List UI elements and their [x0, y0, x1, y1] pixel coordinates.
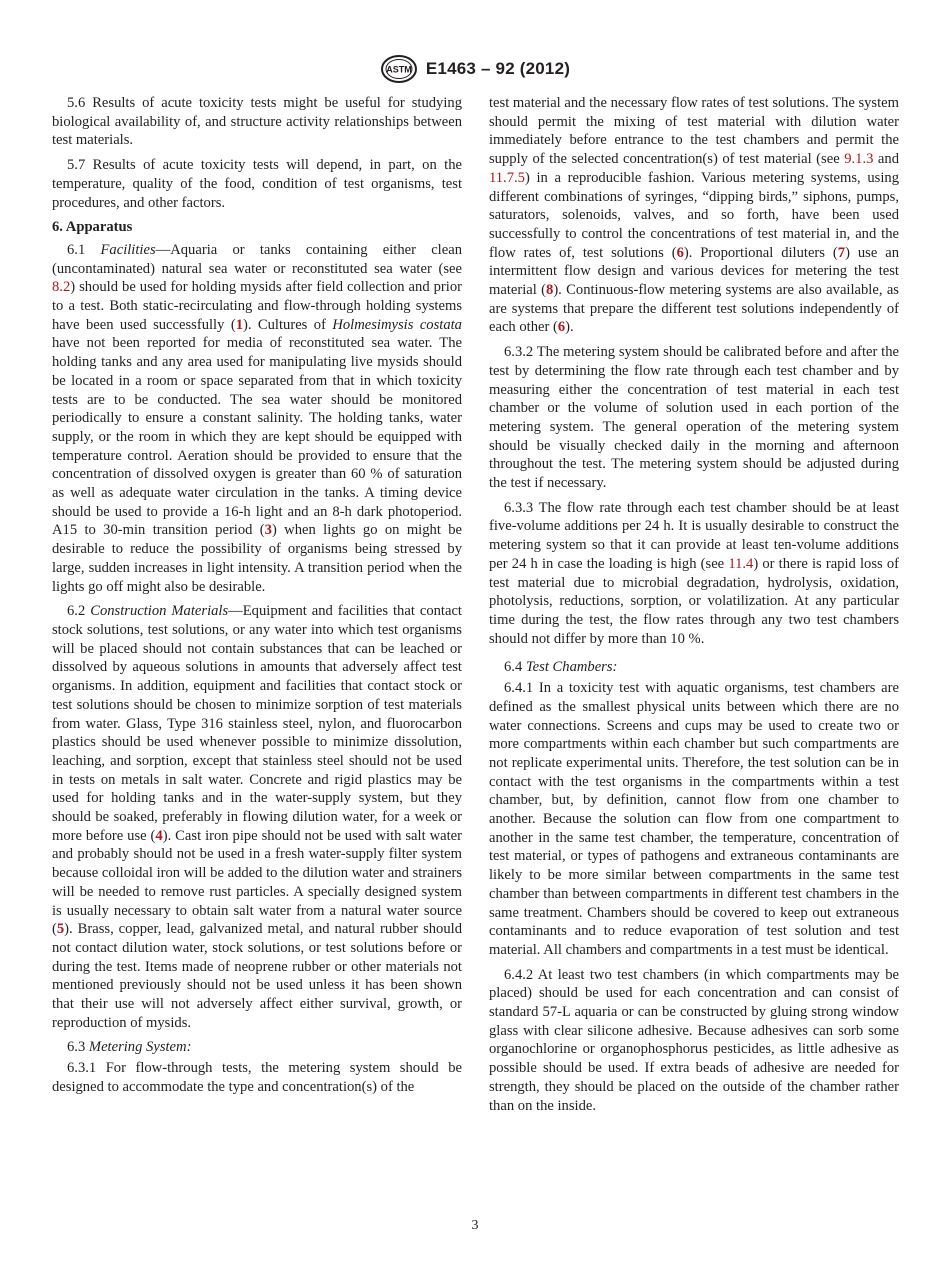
section-5-7: 5.7 Results of acute toxicity tests will depend, in part, on the temperature, quality of the food, condition of test organisms, test procedures, and other factors.: [52, 157, 462, 211]
section-6-3-3: 6.3.3 The flow rate through each test chamber should be at least five-volume additions per 24 h. It is usually desirable to construct the metering system so that it can provide at least ten-volume additions per 24 h in case the loading is high (see 11.4) or there is rapid loss of test material due to microbial degradation, hydrolysis, oxidation, photolysis, reductions, sorption, or volatilization. At any particular time during the test, the flow rates through any two test chambers should not differ by more than 10 %.: [489, 499, 900, 647]
left-column: [52, 94, 462, 1103]
section-6-4-2: 6.4.2 At least two test chambers (in which compartments may be placed) should be used for each concentration and can consist of standard 57-L aquaria or can be constructed by gluing strong window glass with clear silicone adhesive. Because adhesives can sorb some organochlorine or organophosphorus pesticides, as little adhesive as possible should be used. If extra beads of adhesive are needed for strength, they should be placed on the outside of the chamber rather than on the inside.: [489, 966, 899, 1114]
citation-link-6-second[interactable]: 6: [557, 319, 566, 336]
ref-link-8-2[interactable]: 8.2: [52, 279, 71, 296]
section-6-1: 6.1 Facilities—Aquaria or tanks containing either clean (uncontaminated) natural sea water or reconstituted sea water (see 8.2) should be used for holding mysids after field collection and prior to a test. Both static-recirculating and flow-through holding systems have been used successfully (1). Cultures of Holmesimysis costata have not been reported for media of reconstituted sea water. The holding tanks and any area used for manipulating live mysids should be located in a room or space separated from that in which toxicity tests are to be conducted. The sea water should be monitored periodically to ensure a constant salinity. The holding tanks, water supply, or the room in which they are kept should be equipped with temperature control. Aeration should be provided to ensure that the concentration of dissolved oxygen is greater than 60 % of saturation as well as adequate water circulation in the tanks. A timing device should be used to provide a 16-h light and an 8-h dark photoperiod. A15 to 30-min transition period (3) when lights go on might be desirable to reduce the possibility of organisms being stressed by large, sudden increases in light intensity. A transition period when the lights go off might also be desirable.: [52, 241, 462, 595]
citation-link-8[interactable]: 8: [546, 282, 554, 299]
section-6-2: 6.2 Construction Materials—Equipment and facilities that contact stock solutions, test solutions, or any water into which test organisms will be placed should not contain substances that can be leached or dissolved by aqueous solutions in amounts that adversely affect test organisms. In addition, equipment and facilities that contact stock or test solutions should be chosen to minimize sorption of test materials from water. Glass, Type 316 stainless steel, nylon, and fluorocarbon plastics should be used whenever possible to minimize dissolution, leaching, and sorption, except that stainless steel should not be used in tests on metals in salt water. Concrete and rigid plastics may be used for holding tanks and in the water-supply system, but they should be soaked, preferably in flowing dilution water, for a week or more before use (4). Cast iron pipe should not be used with salt water and probably should not be used in a fresh water-supply filter system because colloidal iron will be added to the dilution water and strainers will be needed to remove rust particles. A specially designed system is usually necessary to obtain salt water from a natural water source (5). Brass, copper, lead, galvanized metal, and natural rubber should not contact dilution water, stock solutions, or test solutions before or during the test. Items made of neoprene rubber or other materials not mentioned previously should not be used unless it has been shown that their use will not adversely affect either survival, growth, or reproduction of mysids.: [52, 603, 462, 1031]
citation-link-6[interactable]: 6: [676, 244, 684, 261]
ref-link-9-1-3[interactable]: 9.1.3: [844, 151, 874, 168]
species-name: Holmesimysis costata: [332, 316, 462, 333]
astm-logo-icon: [380, 54, 418, 84]
ref-link-11-4[interactable]: 11.4: [728, 555, 754, 572]
logo-text: ASTM: [386, 64, 412, 75]
citation-link-1[interactable]: 1: [235, 316, 243, 333]
section-6-4-1: 6.4.1 In a toxicity test with aquatic organisms, test chambers are defined as the smallest physical units between which there are no water connections. Screens and cups may be used to create two or more compartments within each chamber but such compartments are not replicate experimental units. Therefore, the test solution can be in contact with the test organisms in the compartments within a test chamber, but, by definition, cannot flow from one chamber to another. Because the solution can flow from one compartment to another in the same test chamber, the temperature, concentration of test material, or types of pathogens and extraneous contaminants are likely to be more similar between compartments in the same test chamber than between compartments in different test chambers in the same treatment. Chambers should be covered to keep out extraneous contaminants and to reduce evaporation of test solution and test material. All chambers and compartments in a test must be identical.: [489, 680, 899, 958]
section-6-4-title: Test Chambers:: [525, 659, 618, 676]
citation-link-7[interactable]: 7: [837, 244, 846, 261]
section-6-4: 6.4 Test Chambers:: [504, 659, 618, 676]
section-6-1-title: Facilities: [100, 241, 156, 258]
section-6-2-title: Construction Materials: [90, 603, 229, 620]
heading-apparatus: 6. Apparatus: [52, 219, 133, 236]
section-6-3: 6.3 Metering System:: [67, 1039, 192, 1056]
section-6-3-title: Metering System:: [88, 1039, 192, 1056]
document-designation: E1463 – 92 (2012): [425, 59, 571, 78]
page-header: [0, 52, 950, 86]
section-6-3-1: 6.3.1 For flow-through tests, the metering system should be designed to accommodate the type and concentration(s) of the: [52, 1060, 462, 1095]
citation-link-4[interactable]: 4: [155, 827, 163, 844]
citation-link-5[interactable]: 5: [56, 921, 65, 938]
right-column: [489, 94, 899, 1121]
section-5-6: 5.6 Results of acute toxicity tests might be useful for studying biological availability of, and structure activity relationships between test materials.: [52, 95, 462, 149]
section-6-3-2: 6.3.2 The metering system should be calibrated before and after the test by determining the flow rate through each test chamber and by measuring either the concentration of test material in each test chamber or the volume of solution used in each portion of the metering system. The general operation of the metering system should be visually checked daily in the morning and afternoon throughout the test. The metering system should be adjusted during the test if necessary.: [489, 344, 899, 492]
ref-link-11-7-5[interactable]: 11.7.5: [489, 169, 525, 186]
citation-link-3[interactable]: 3: [264, 522, 272, 539]
page-number: 3: [471, 1218, 479, 1233]
section-6-3-1-continued: test material and the necessary flow rates of test solutions. The system should permit the mixing of test material with dilution water immediately before entrance to the test chambers and permit the supply of the selected concentration(s) of test material (see 9.1.3 and 11.7.5) in a reproducible fashion. Various metering systems, using different combinations of syringes, “dipping birds,” siphons, pumps, saturators, solenoids, valves, and so forth, have been used successfully to control the concentrations of test material in, and the flow rates of, test solutions (6). Proportional diluters (7) use an intermittent flow design and various devices for metering the test material (8). Continuous-flow metering systems are also available, as are systems that prepare the different test solutions independently of each other (6).: [489, 95, 900, 336]
